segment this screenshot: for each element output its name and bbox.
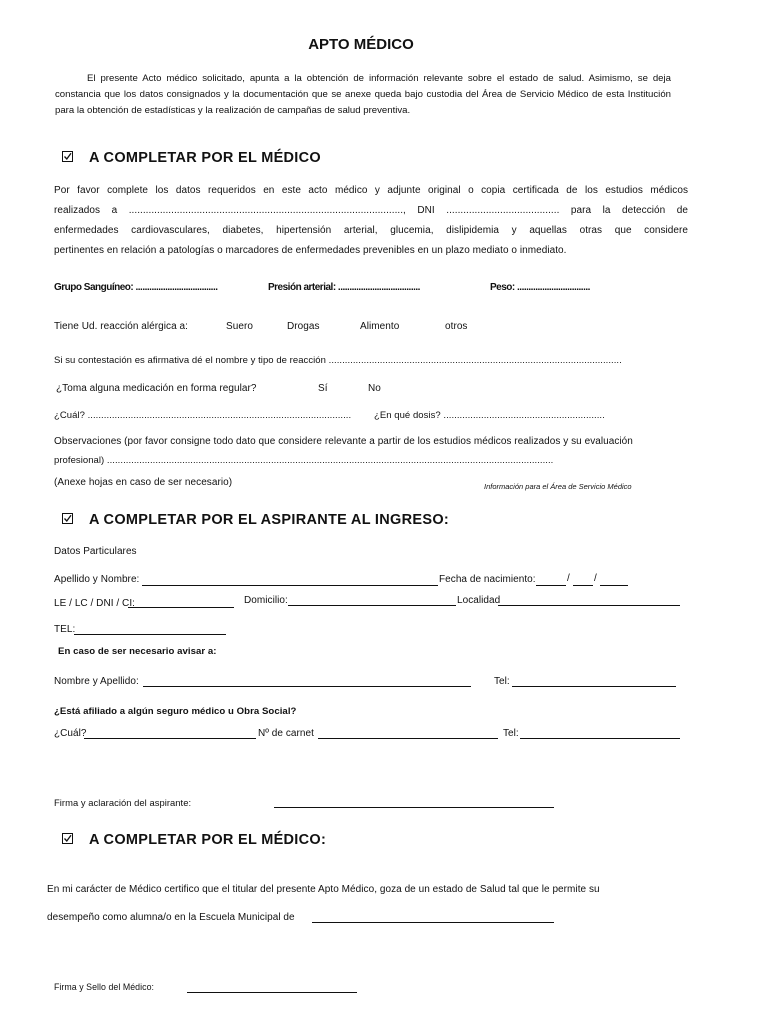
checkbox-checked-icon bbox=[62, 151, 73, 162]
medicacion-option-no[interactable]: No bbox=[368, 383, 381, 394]
localidad-input-line[interactable] bbox=[498, 605, 680, 606]
section-heading-aspirante bbox=[62, 512, 449, 528]
tel-input-line[interactable] bbox=[74, 634, 226, 635]
date-separator: / bbox=[567, 573, 570, 584]
date-separator: / bbox=[594, 573, 597, 584]
document-title: APTO MÉDICO bbox=[308, 36, 414, 53]
medicacion-dosis-field[interactable]: ¿En qué dosis? ............................................................ bbox=[374, 410, 605, 421]
section-heading-medico bbox=[62, 150, 321, 166]
medico-paragraph-line: Por favor complete los datos requeridos en este acto médico y adjunte original o copia certificada de los estudios médicos bbox=[54, 185, 688, 196]
section-heading-text: A COMPLETAR POR EL MÉDICO bbox=[89, 150, 321, 166]
firma-medico-label: Firma y Sello del Médico: bbox=[54, 982, 155, 992]
medico-paragraph-line: enfermedades cardiovasculares, diabetes, hipertensión arterial, glucemia, dislipidemia y aquellas otras que considere bbox=[54, 225, 688, 236]
escuela-input-line[interactable] bbox=[312, 922, 554, 923]
peso-field[interactable]: Peso: ................................ bbox=[490, 282, 590, 293]
grupo-sanguineo-field[interactable]: Grupo Sanguíneo: .................................... bbox=[54, 282, 218, 293]
carnet-input-line[interactable] bbox=[318, 738, 498, 739]
alergia-option-alimento[interactable]: Alimento bbox=[360, 321, 400, 332]
observaciones-field[interactable]: profesional) ...................................................................................................................................................................... bbox=[54, 455, 554, 466]
medico-paragraph-line: pertinentes en relación a patologías o marcadores de enfermedades prevenibles en un plazo mediato o inmediato. bbox=[54, 245, 567, 256]
observaciones-label: Observaciones (por favor consigne todo dato que considere relevante a partir de los estudios médicos realizados y su evaluación bbox=[54, 436, 633, 447]
apellido-nombre-input-line[interactable] bbox=[142, 585, 438, 586]
medico-paragraph-line[interactable]: realizados a ................................................................................................., DNI ........................................ para la detección de bbox=[54, 205, 688, 216]
datos-particulares-label: Datos Particulares bbox=[54, 546, 137, 557]
tel-label: TEL: bbox=[54, 624, 76, 635]
obra-social-label: ¿Cuál? bbox=[54, 728, 87, 739]
documento-label: LE / LC / DNI / CI: bbox=[54, 598, 135, 609]
apellido-nombre-label: Apellido y Nombre: bbox=[54, 574, 140, 585]
fecha-anio-input-line[interactable] bbox=[600, 585, 628, 586]
fecha-mes-input-line[interactable] bbox=[573, 585, 593, 586]
section-heading-text: A COMPLETAR POR EL MÉDICO: bbox=[89, 832, 327, 848]
localidad-label: Localidad bbox=[457, 595, 501, 606]
intro-paragraph: El presente Acto médico solicitado, apunta a la obtención de información relevante sobre el estado de salud. Asimismo, se deja constancia que los datos consignados y la documentación que se anexe queda bajo custodia del Área de Servicio Médico de esta Institución para la obtención de estadísticas y la realización de campañas de salud preventiva. bbox=[55, 73, 671, 116]
section-heading-medico-certificado bbox=[62, 832, 326, 848]
contacto-tel-label: Tel: bbox=[494, 676, 510, 687]
medicacion-cual-field[interactable]: ¿Cuál? .................................................................................................. bbox=[54, 410, 352, 421]
obra-social-tel-input-line[interactable] bbox=[520, 738, 680, 739]
domicilio-input-line[interactable] bbox=[288, 605, 456, 606]
firma-medico-input-line[interactable] bbox=[187, 992, 357, 993]
firma-aspirante-label: Firma y aclaración del aspirante: bbox=[54, 797, 192, 808]
seguro-label: ¿Está afiliado a algún seguro médico u Obra Social? bbox=[54, 706, 297, 717]
reaccion-field[interactable]: Si su contestación es afirmativa dé el nombre y tipo de reacción ............................................................................................................. bbox=[54, 355, 622, 366]
documento-input-line[interactable] bbox=[128, 607, 234, 608]
contacto-tel-input-line[interactable] bbox=[512, 686, 676, 687]
avisar-label: En caso de ser necesario avisar a: bbox=[58, 646, 217, 657]
checkbox-checked-icon bbox=[62, 833, 73, 844]
presion-arterial-field[interactable]: Presión arterial: .................................... bbox=[268, 282, 420, 293]
fecha-dia-input-line[interactable] bbox=[536, 585, 566, 586]
firma-aspirante-input-line[interactable] bbox=[274, 807, 554, 808]
domicilio-label: Domicilio: bbox=[244, 595, 288, 606]
alergia-label: Tiene Ud. reacción alérgica a: bbox=[54, 321, 188, 332]
certificado-text-line: En mi carácter de Médico certifico que el titular del presente Apto Médico, goza de un estado de Salud tal que le permite su bbox=[47, 884, 600, 895]
checkbox-checked-icon bbox=[62, 513, 73, 524]
contacto-nombre-input-line[interactable] bbox=[143, 686, 471, 687]
carnet-label: Nº de carnet bbox=[258, 728, 314, 739]
obra-social-tel-label: Tel: bbox=[503, 728, 519, 739]
contacto-nombre-label: Nombre y Apellido: bbox=[54, 676, 139, 687]
info-note: Información para el Área de Servicio Médico bbox=[484, 482, 632, 491]
alergia-option-drogas[interactable]: Drogas bbox=[287, 321, 320, 332]
medicacion-option-si[interactable]: Sí bbox=[318, 383, 328, 394]
obra-social-input-line[interactable] bbox=[84, 738, 256, 739]
alergia-option-otros[interactable]: otros bbox=[445, 321, 468, 332]
medicacion-label: ¿Toma alguna medicación en forma regular? bbox=[56, 383, 257, 394]
certificado-text-line: desempeño como alumna/o en la Escuela Municipal de bbox=[47, 912, 295, 923]
alergia-option-suero[interactable]: Suero bbox=[226, 321, 253, 332]
fecha-nacimiento-label: Fecha de nacimiento: bbox=[439, 574, 536, 585]
anexe-note: (Anexe hojas en caso de ser necesario) bbox=[54, 477, 233, 488]
section-heading-text: A COMPLETAR POR EL ASPIRANTE AL INGRESO: bbox=[89, 512, 450, 528]
